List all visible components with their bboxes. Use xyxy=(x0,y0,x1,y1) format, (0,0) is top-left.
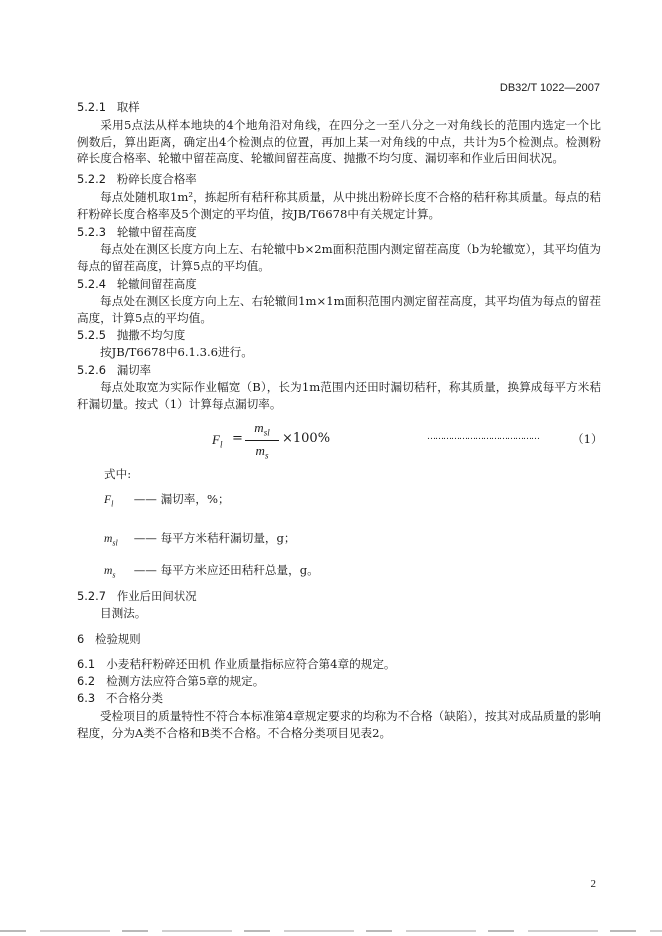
section-5-2-1-body xyxy=(77,117,601,167)
clause-6-3-body xyxy=(77,708,601,741)
page-number: 2 xyxy=(590,878,596,890)
where-item xyxy=(104,530,296,551)
paragraph-text: 受检项目的质量特性不符合本标准第4章规定要求的均称为不合格（缺陷），按其对成品质量的影响程度，分为A类不合格和B类不合格。不合格分类项目见表2。 xyxy=(77,709,601,740)
clause-number: 6.3 xyxy=(77,691,96,705)
section-5-2-2-body xyxy=(77,189,601,222)
formula-numerator: $m_{sl}$ xyxy=(254,420,270,438)
where-item xyxy=(104,562,319,583)
clause-6-3-heading xyxy=(77,690,163,706)
section-5-2-5-body xyxy=(77,344,601,361)
where-description: 漏切率，%； xyxy=(160,492,230,506)
chapter-title: 检验规则 xyxy=(95,632,141,646)
paragraph-text: 每点处在测区长度方向上左、右轮辙中b×2m面积范围内测定留茬高度（b为轮辙宽），其平均值为每点的留茬高度，计算5点的平均值。 xyxy=(77,242,601,273)
paragraph-text: 每点处在测区长度方向上左、右轮辙间1m×1m面积范围内测定留茬高度，其平均值为每点的留茬高度，计算5点的平均值。 xyxy=(77,294,601,325)
formula-denominator: $m_s$ xyxy=(255,442,269,461)
standard-code: DB32/T 1022—2007 xyxy=(499,82,600,94)
formula-lhs: $F_l$ xyxy=(212,432,223,450)
section-number: 5.2.1 xyxy=(77,100,106,114)
clause-text: 小麦秸秆粉碎还田机 作业质量指标应符合第4章的规定。 xyxy=(106,657,396,671)
fraction-bar xyxy=(245,440,279,441)
clause-number: 6.2 xyxy=(77,674,96,688)
section-5-2-6-heading xyxy=(77,362,151,378)
where-item xyxy=(104,491,230,512)
paragraph-text: 目测法。 xyxy=(100,606,147,620)
section-number: 5.2.5 xyxy=(77,328,106,342)
where-title: 式中: xyxy=(104,467,132,481)
section-5-2-6-body xyxy=(77,379,601,412)
clause-title: 不合格分类 xyxy=(106,691,163,705)
clause-text: 检测方法应符合第5章的规定。 xyxy=(106,674,265,688)
clause-number: 6.1 xyxy=(77,657,96,671)
section-5-2-3-heading xyxy=(77,224,197,240)
section-5-2-7-body xyxy=(77,605,601,622)
section-title: 轮辙间留茬高度 xyxy=(116,277,197,291)
where-dash: —— xyxy=(133,492,157,506)
section-number: 5.2.4 xyxy=(77,277,106,291)
section-5-2-4-heading xyxy=(77,276,197,292)
where-description: 每平方米应还田秸秆总量，g。 xyxy=(160,563,319,577)
clause-6-2 xyxy=(77,673,264,689)
section-5-2-5-heading xyxy=(77,327,185,343)
section-5-2-2-heading xyxy=(77,171,197,187)
section-title: 粉碎长度合格率 xyxy=(116,172,197,186)
section-5-2-1-heading xyxy=(77,99,140,115)
where-symbol: $F_l$ xyxy=(104,493,114,509)
section-number: 5.2.6 xyxy=(77,363,106,377)
paragraph-text: 每点处随机取1m²，拣起所有秸秆称其质量，从中挑出粉碎长度不合格的秸秆称其质量。每点的秸秆粉碎长度合格率及5个测定的平均值，按JB/T6678中有关规定计算。 xyxy=(77,190,601,221)
section-title: 漏切率 xyxy=(116,363,152,377)
section-number: 5.2.3 xyxy=(77,225,106,239)
formula-leader-dots: …………………………………… xyxy=(427,432,539,442)
paragraph-text: 按JB/T6678中6.1.3.6进行。 xyxy=(100,345,253,359)
section-5-2-7-heading xyxy=(77,588,197,604)
scan-edge-artifact xyxy=(0,930,662,932)
section-5-2-4-body xyxy=(77,293,601,326)
section-title: 作业后田间状况 xyxy=(116,589,197,603)
formula-multiplier: ×100% xyxy=(282,431,331,446)
section-title: 轮辙中留茬高度 xyxy=(116,225,197,239)
paragraph-text: 每点处取宽为实际作业幅宽（B），长为1m范围内还田时漏切秸秆，称其质量，换算成每平方米秸秆漏切量。按式（1）计算每点漏切率。 xyxy=(77,380,601,411)
formula-equals: = xyxy=(232,431,243,446)
where-dash: —— xyxy=(133,563,157,577)
where-symbol: $m_s$ xyxy=(104,564,116,580)
section-title: 抛撒不均匀度 xyxy=(116,328,186,342)
section-number: 5.2.7 xyxy=(77,589,106,603)
chapter-6-heading xyxy=(77,631,141,647)
where-dash: —— xyxy=(133,531,157,545)
section-5-2-3-body xyxy=(77,241,601,274)
formula-label: （1） xyxy=(572,432,603,446)
chapter-number: 6 xyxy=(77,632,85,646)
section-number: 5.2.2 xyxy=(77,172,106,186)
where-description: 每平方米秸秆漏切量，g； xyxy=(160,531,296,545)
section-title: 取样 xyxy=(116,100,140,114)
where-symbol: $m_{sl}$ xyxy=(104,532,118,548)
clause-6-1 xyxy=(77,656,396,672)
paragraph-text: 采用5点法从样本地块的4个地角沿对角线，在四分之一至八分之一对角线长的范围内选定一个比例数后，算出距离，确定出4个检测点的位置，再加上某一对角线的中点，共计为5个检测点。检测粉碎长度合格率、轮辙中留茬高度、轮辙间留茬高度、抛撒不均匀度、漏切率和作业后田间状况。 xyxy=(77,118,601,165)
formula-fraction xyxy=(245,420,279,460)
